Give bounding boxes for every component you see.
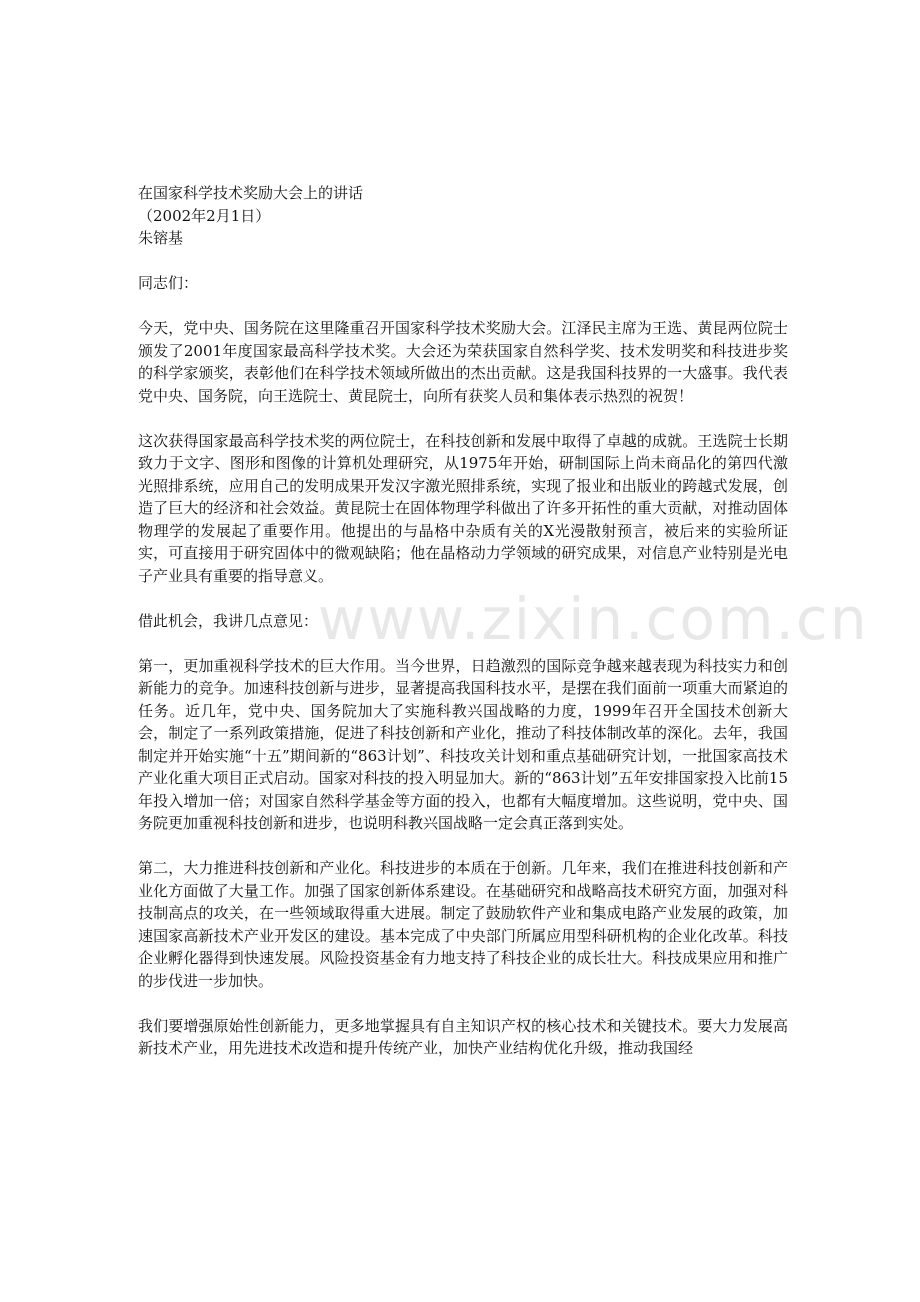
- paragraph-point-one: 第一，更加重视科学技术的巨大作用。当今世界，日趋激烈的国际竞争越来越表现为科技实力和创新能力的竞争。加速科技创新与进步，显著提高我国科技水平，是摆在我们面前一项重大而紧迫的任务。近几年，党中央、国务院加大了实施科教兴国战略的力度，1999年召开全国技术创新大会，制定了一系列政策措施，促进了科技创新和产业化，推动了科技体制改革的深化。去年，我国制定并开始实施“十五”期间新的“863计划”、科技攻关计划和重点基础研究计划，一批国家高技术产业化重大项目正式启动。国家对科技的投入明显加大。新的“863计划”五年安排国家投入比前15年投入增加一倍；对国家自然科学基金等方面的投入，也都有大幅度增加。这些说明，党中央、国务院更加重视科技创新和进步，也说明科教兴国战略一定会真正落到实处。: [138, 656, 788, 832]
- paragraph-opening: 今天，党中央、国务院在这里隆重召开国家科学技术奖励大会。江泽民主席为王选、黄昆两位院士颁发了2001年度国家最高科学技术奖。大会还为荣获国家自然科学奖、技术发明奖和科技进步奖的科学家颁奖，表彰他们在科学技术领域所做出的杰出贡献。这是我国科技界的一大盛事。我代表党中央、国务院，向王选院士、黄昆院士，向所有获奖人员和集体表示热烈的祝贺！: [138, 319, 788, 405]
- document-author: 朱镕基: [138, 229, 184, 247]
- paragraph-point-two: 第二，大力推进科技创新和产业化。科技进步的本质在于创新。几年来，我们在推进科技创新和产业化方面做了大量工作。加强了国家创新体系建设。在基础研究和战略高技术研究方面，加强对科技制高点的攻关，在一些领域取得重大进展。制定了鼓励软件产业和集成电路产业发展的政策，加速国家高新技术产业开发区的建设。基本完成了中央部门所属应用型科研机构的企业化改革。科技企业孵化器得到快速发展。风险投资基金有力地支持了科技企业的成长壮大。科技成果应用和推广的步伐进一步加快。: [138, 859, 788, 990]
- spacer: [138, 835, 788, 858]
- spacer: [138, 407, 788, 430]
- document-body: [138, 182, 788, 1060]
- salutation: 同志们：: [138, 274, 199, 292]
- paragraph-innovation: 我们要增强原始性创新能力，更多地掌握具有自主知识产权的核心技术和关键技术。要大力发展高新技术产业，用先进技术改造和提升传统产业，加快产业结构优化升级，推动我国经: [138, 1016, 788, 1057]
- spacer: [138, 250, 788, 273]
- spacer: [138, 632, 788, 655]
- spacer: [138, 992, 788, 1015]
- watermark: www.zixin.com.cn: [318, 585, 869, 653]
- spacer: [138, 295, 788, 318]
- paragraph-transition: 借此机会，我讲几点意见：: [138, 611, 319, 630]
- paragraph-laureates: 这次获得国家最高科学技术奖的两位院士，在科技创新和发展中取得了卓越的成就。王选院士长期致力于文字、图形和图像的计算机处理研究，从1975年开始，研制国际上尚未商品化的第四代激光照排系统，应用自己的发明成果开发汉字激光照排系统，实现了报业和出版业的跨越式发展，创造了巨大的经济和社会效益。黄昆院士在固体物理学科做出了许多开拓性的重大贡献，对推动固体物理学的发展起了重要作用。他提出的与晶格中杂质有关的X光漫散射预言，被后来的实验所证实，可直接用于研究固体中的微观缺陷；他在晶格动力学领域的研究成果，对信息产业特别是光电子产业具有重要的指导意义。: [138, 431, 788, 585]
- document-title: 在国家科学技术奖励大会上的讲话: [138, 184, 364, 202]
- document-date: （2002年2月1日）: [138, 206, 271, 225]
- spacer: [138, 587, 788, 610]
